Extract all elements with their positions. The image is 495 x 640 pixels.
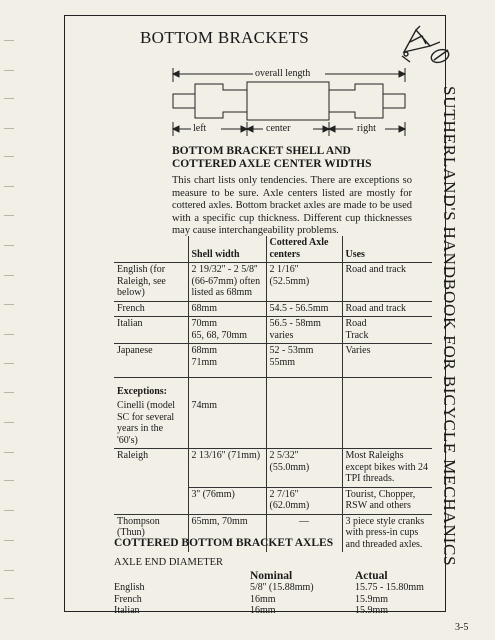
header-cell — [114, 236, 188, 263]
table-cell — [266, 378, 342, 400]
axle-nominal: 5/8'' (15.88mm) — [250, 582, 314, 593]
intro-paragraph: This chart lists only tendencies. There are exceptions so measure to be sure. Axle centers listed are mostly for cottered axles. Bottom bracket axles are made to be used with a specific cup thickness. Different cup thicknesses may cause interchangeability problems. — [172, 175, 412, 236]
axle-actual: 15.75 - 15.80mm — [355, 582, 424, 593]
table-row — [114, 487, 432, 514]
axle-actual: 15.9mm — [355, 594, 389, 605]
table-cell — [266, 399, 342, 449]
table-cell: French — [114, 301, 188, 317]
left-label: left — [193, 123, 207, 134]
table-cell: Italian — [114, 317, 188, 344]
table-cell: 2 7/16'' (62.0mm) — [266, 487, 342, 514]
table-cell: 74mm — [188, 399, 266, 449]
table-cell — [342, 378, 432, 400]
axle-header-nominal: Nominal — [250, 570, 293, 582]
bottom-bracket-table — [114, 236, 432, 552]
axle-row-label: French — [114, 594, 142, 605]
page-number: 3-5 — [455, 622, 469, 633]
table-cell: Raleigh — [114, 449, 188, 488]
table-cell: 3'' (76mm) — [188, 487, 266, 514]
table-cell: 2 5/32'' (55.0mm) — [266, 449, 342, 488]
table-cell — [188, 378, 266, 400]
page-title: BOTTOM BRACKETS — [140, 28, 310, 47]
center-label: center — [266, 123, 291, 134]
table-row — [114, 378, 432, 400]
table-cell: Thompson (Thun) — [114, 514, 188, 552]
table-cell — [114, 487, 188, 514]
axle-row-label: English — [114, 582, 145, 593]
overall-length-label: overall length — [255, 68, 311, 79]
table-cell — [342, 399, 432, 449]
exceptions-label: Exceptions: — [114, 378, 188, 400]
table-row — [114, 317, 432, 344]
side-title: SUTHERLAND'S HANDBOOK FOR BICYCLE MECHANICS — [440, 86, 459, 567]
table-cell: 65mm, 70mm — [188, 514, 266, 552]
section-heading: BOTTOM BRACKET SHELL AND COTTERED AXLE CENTER WIDTHS — [172, 145, 372, 170]
binder-margin — [0, 0, 20, 640]
right-label: right — [357, 123, 376, 134]
axle-nominal: 16mm — [250, 594, 276, 605]
axle-row-label: Italian — [114, 605, 140, 616]
table-row — [114, 263, 432, 302]
table-cell: Cinelli (model SC for several years in the '60's) — [117, 400, 176, 446]
table-row — [114, 344, 432, 378]
table-cell: Tourist, Chopper, RSW and others — [342, 487, 432, 514]
table-row — [114, 301, 432, 317]
table-header-row — [114, 236, 432, 263]
axle-actual: 15.9mm — [355, 605, 389, 616]
table-cell: Varies — [342, 344, 432, 378]
table-cell: 68mm — [188, 301, 266, 317]
table-cell: 2 13/16'' (71mm) — [188, 449, 266, 488]
table-cell: Most Raleighs except bikes with 24 TPI threads. — [342, 449, 432, 488]
table-cell: 2 1/16'' (52.5mm) — [266, 263, 342, 302]
table-cell: 52 - 53mm 55mm — [266, 344, 342, 378]
axle-nominal: 16mm — [250, 605, 276, 616]
table-cell: 70mm 65, 68, 70mm — [188, 317, 266, 344]
header-cell: Shell width — [188, 236, 266, 263]
axles-section-heading: COTTERED BOTTOM BRACKET AXLES — [114, 537, 334, 549]
table-cell: Road and track — [342, 301, 432, 317]
table-cell: English (for Raleigh, see below) — [114, 263, 188, 302]
table-cell: Road Track — [342, 317, 432, 344]
table-cell: 3 piece style cranks with press-in cups and threaded axles. — [342, 514, 432, 552]
table-cell: 54.5 - 56.5mm — [266, 301, 342, 317]
table-row — [114, 449, 432, 488]
table-cell: Japanese — [114, 344, 188, 378]
header-cell: Uses — [342, 236, 432, 263]
table-cell: 2 19/32'' - 2 5/8'' (66-67mm) often listed as 68mm — [188, 263, 266, 302]
table-cell: Road and track — [342, 263, 432, 302]
table-cell: — — [266, 514, 342, 552]
axle-end-diameter-heading: AXLE END DIAMETER — [114, 557, 224, 568]
table-cell: 56.5 - 58mm varies — [266, 317, 342, 344]
axle-header-actual: Actual — [355, 570, 388, 582]
header-cell: Cottered Axle centers — [266, 236, 342, 263]
table-cell: 68mm 71mm — [188, 344, 266, 378]
table-row — [114, 399, 432, 449]
